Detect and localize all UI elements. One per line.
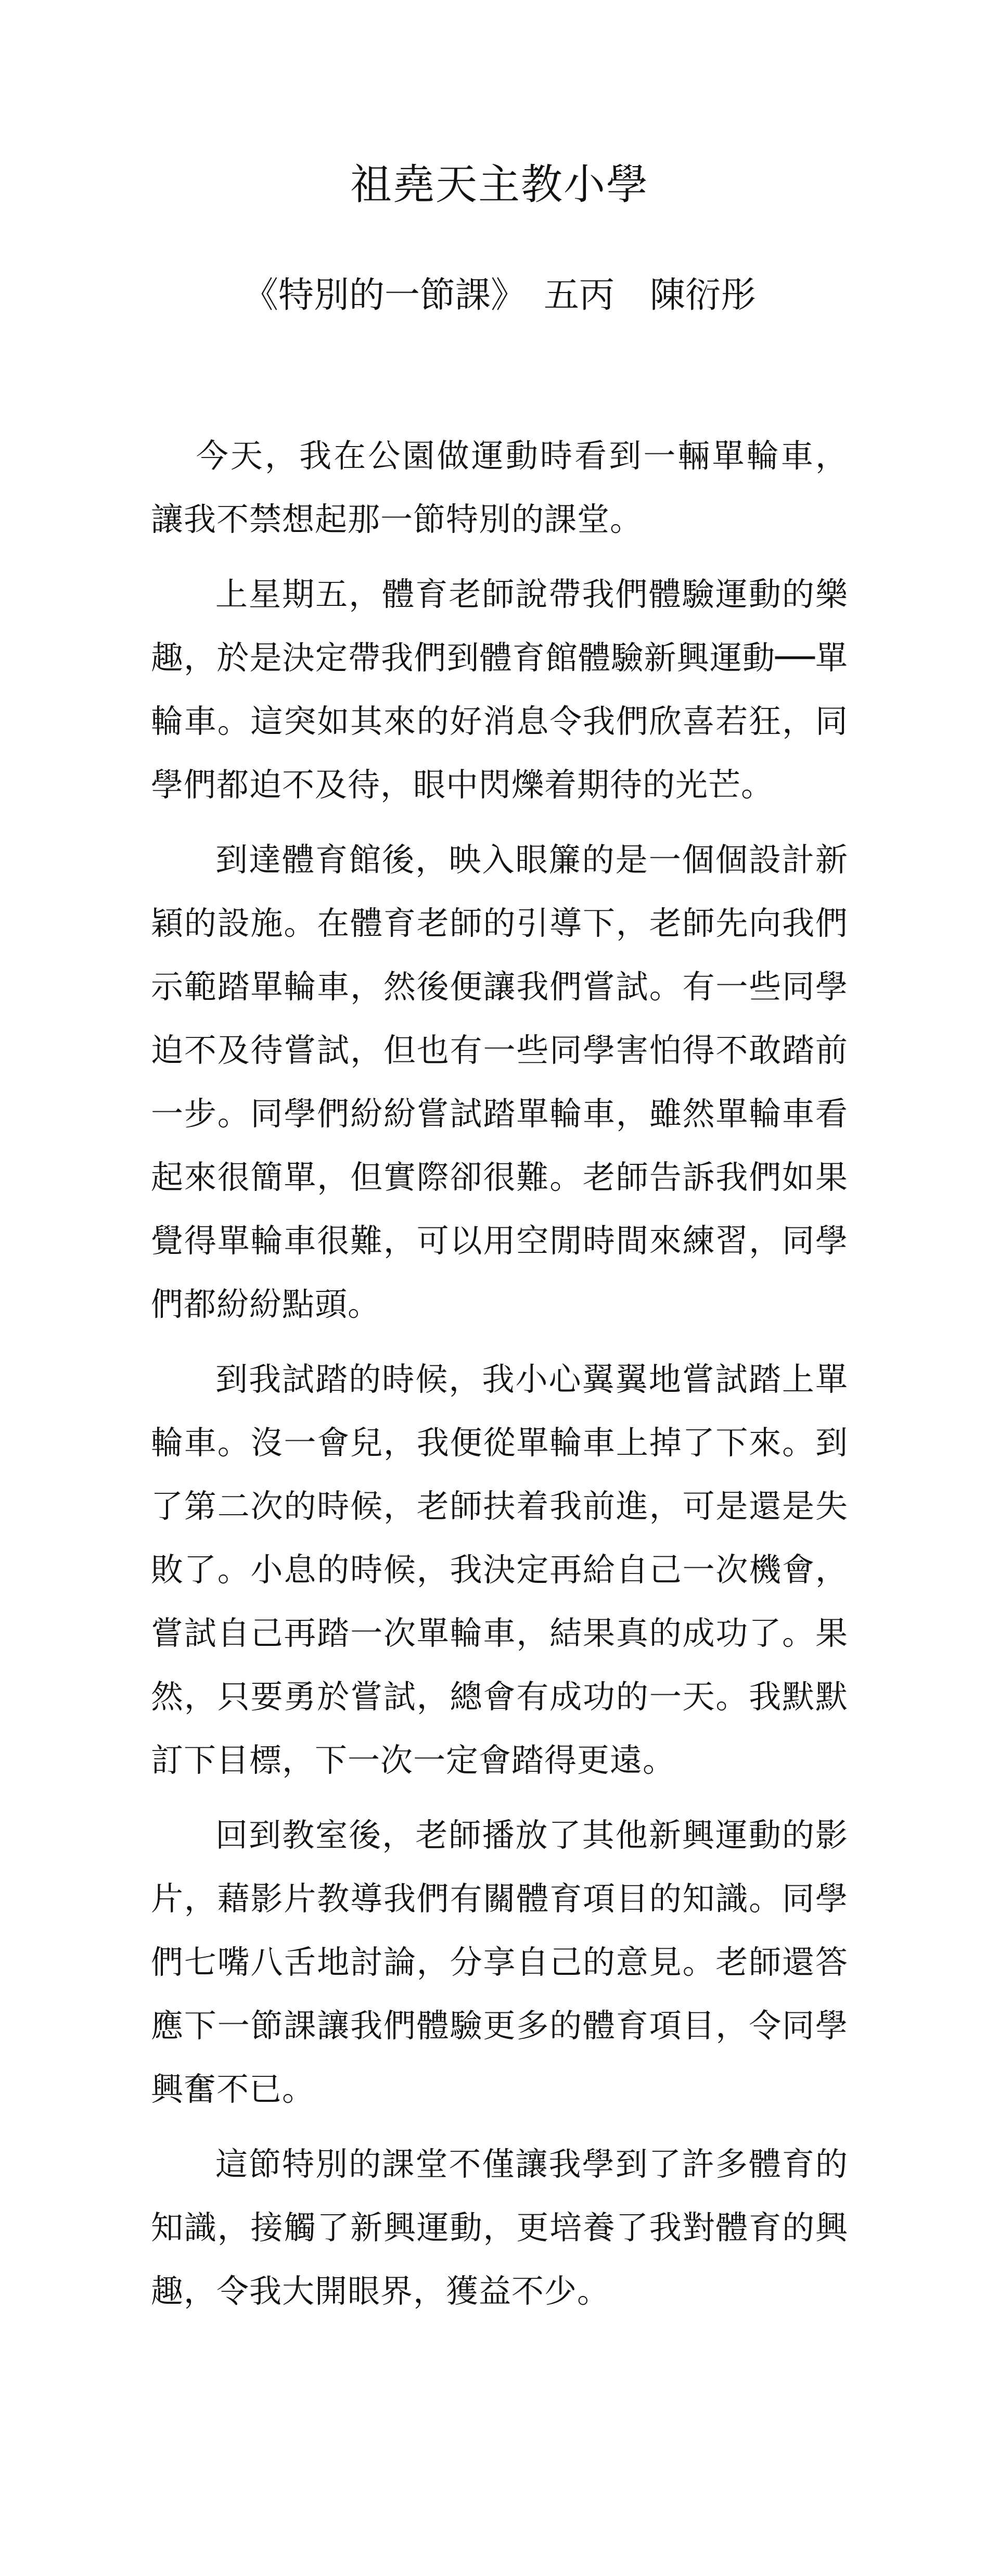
school-name-heading: 祖堯天主教小學 [350,160,649,209]
paragraph-2: 上星期五，體育老師說帶我們體驗運動的樂趣，於是決定帶我們到體育館體驗新興運動──單輪車。這突如其來的好消息令我們欣喜若狂，同學們都迫不及待，眼中閃爍着期待的光芒。 [151,575,848,804]
paragraph-6: 這節特別的課堂不僅讓我學到了許多體育的知識，接觸了新興運動，更培養了我對體育的興趣，令我大開眼界，獲益不少。 [151,2145,848,2310]
paragraph-4: 到我試踏的時候，我小心翼翼地嘗試踏上單輪車。沒一會兒，我便從單輪車上掉了下來。到了第二次的時候，老師扶着我前進，可是還是失敗了。小息的時候，我決定再給自己一次機會，嘗試自己再踏一次單輪車，結果真的成功了。果然，只要勇於嘗試，總會有成功的一天。我默默訂下目標，下一次一定會踏得更遠。 [151,1360,848,1779]
paragraph-5: 回到教室後，老師播放了其他新興運動的影片，藉影片教導我們有關體育項目的知識。同學們七嘴八舌地討論，分享自己的意見。老師還答應下一節課讓我們體驗更多的體育項目，令同學興奮不已。 [151,1816,848,2108]
essay-body [151,424,848,2334]
paragraph-1: 今天，我在公園做運動時看到一輛單輪車，讓我不禁想起那一節特別的課堂。 [151,437,848,538]
paragraph-3: 到達體育館後，映入眼簾的是一個個設計新穎的設施。在體育老師的引導下，老師先向我們示範踏單輪車，然後便讓我們嘗試。有一些同學迫不及待嘗試，但也有一些同學害怕得不敢踏前一步。同學們紛紛嘗試踏單輪車，雖然單輪車看起來很簡單，但實際卻很難。老師告訴我們如果覺得單輪車很難，可以用空閒時間來練習，同學們都紛紛點頭。 [151,841,848,1323]
essay-title-and-author: 《特別的一節課》 五丙 陳衍彤 [242,275,756,316]
